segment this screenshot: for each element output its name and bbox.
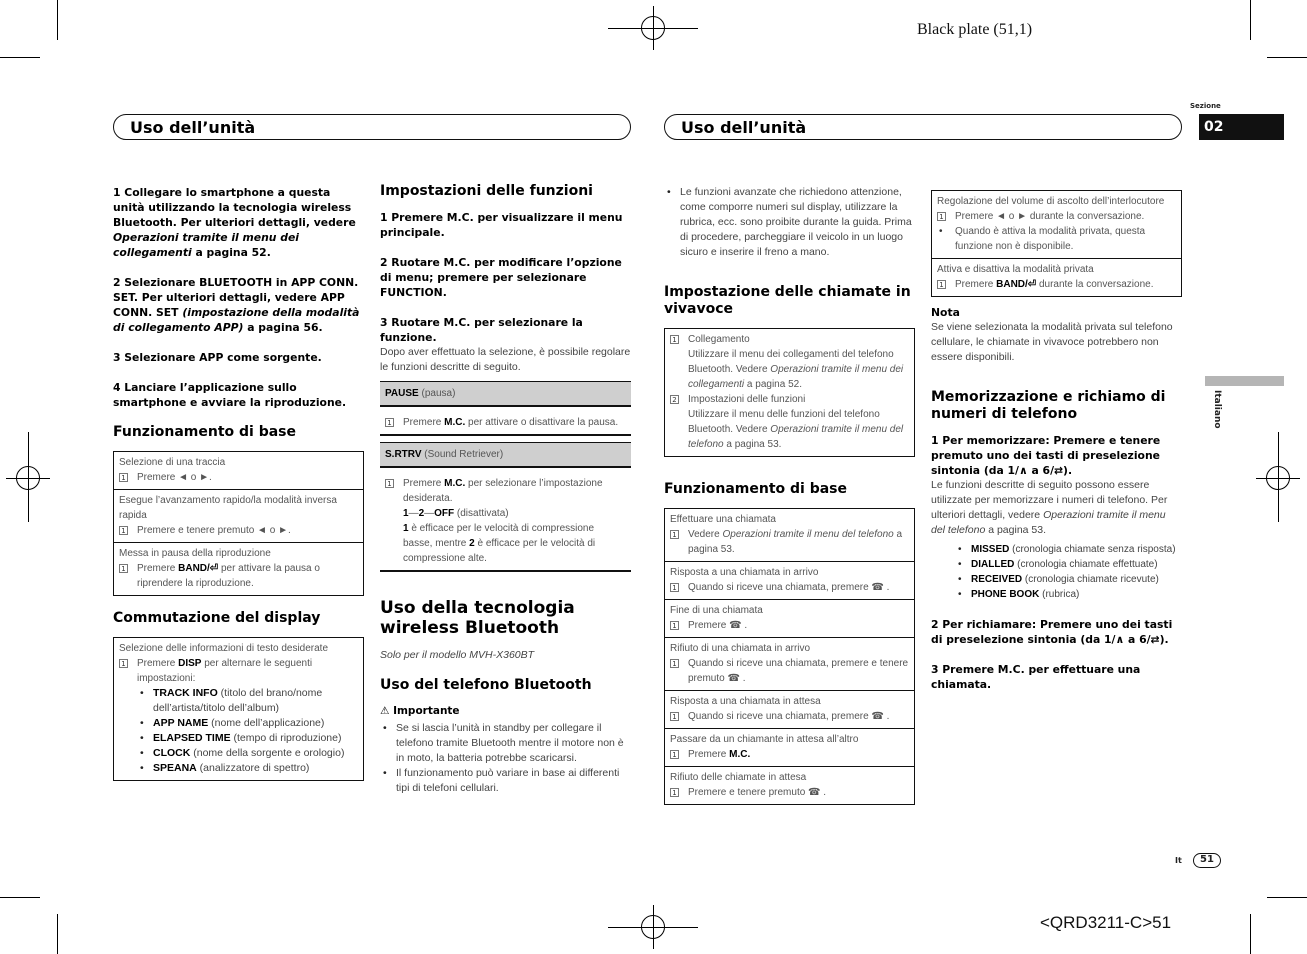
text-run: 1 Premere M.C. per visualizzare il menu principale. <box>380 211 623 239</box>
crop-mark <box>57 914 58 954</box>
text-run: Utilizzare il menu delle funzioni del telefono Bluetooth. Vedere <box>688 409 880 435</box>
step-number-icon: 1 <box>670 621 679 630</box>
section-heading: Memorizzazione e richiamo di numeri di telefono <box>931 389 1166 422</box>
language-code: It <box>1175 856 1182 865</box>
bold-text: S.RTRV <box>385 449 422 460</box>
operation-row <box>665 690 914 728</box>
bold-text: PHONE BOOK <box>971 589 1040 600</box>
operation-title: Selezione delle informazioni di testo desiderate <box>119 643 329 654</box>
bold-text: BAND/⏎ <box>178 563 219 574</box>
text-run: Premere <box>688 749 730 760</box>
step-number-icon: 1 <box>385 479 394 488</box>
crop-mark <box>1267 57 1307 58</box>
text-run: Solo per il modello MVH-X360BT <box>380 649 535 661</box>
text-run: è efficace per le velocità di compressione alte. <box>403 538 596 564</box>
text-run: Premere ◄ o ► durante la conversazione. <box>955 211 1145 222</box>
operation-row <box>665 728 914 766</box>
operation-title: Regolazione del volume di ascolto dell’interlocutore <box>937 196 1165 207</box>
bullet-item <box>955 557 1182 572</box>
text-run: Utilizzare il menu dei collegamenti del telefono Bluetooth. Vedere <box>688 349 894 375</box>
reference-link-text: Operazioni tramite il menu del telefono <box>722 529 894 540</box>
sub-text <box>403 506 626 521</box>
crop-mark <box>0 897 40 898</box>
instruction-item <box>119 523 358 538</box>
function-name-bar <box>380 442 631 468</box>
sub-text <box>403 521 626 566</box>
operation-table <box>931 190 1182 297</box>
text-run: a pagina 52. <box>744 379 802 390</box>
bold-text: M.C. <box>729 749 751 760</box>
step-number-icon: 1 <box>670 659 679 668</box>
text-run: (nome della sorgente e orologio) <box>190 747 345 759</box>
bullet-item <box>380 721 631 766</box>
bold-text: ELAPSED TIME <box>153 732 231 744</box>
bold-text: MISSED <box>971 544 1010 555</box>
text-run: (tempo di riproduzione) <box>230 732 342 744</box>
step-number-icon: 1 <box>670 788 679 797</box>
step-number-icon: 1 <box>937 280 946 289</box>
section-heading: Impostazioni delle funzioni <box>380 183 593 199</box>
text-run: 3 Selezionare APP come sorgente. <box>113 351 322 364</box>
paragraph <box>380 345 631 375</box>
bold-text: DIALLED <box>971 559 1015 570</box>
operation-title: Rifiuto di una chiamata in arrivo <box>670 643 811 654</box>
text-run: (cronologia chiamate ricevute) <box>1022 574 1159 585</box>
column-1 <box>113 185 364 789</box>
operation-title: Fine di una chiamata <box>670 605 763 616</box>
bold-text: BAND/⏎ <box>996 279 1037 290</box>
text-run: (disattivata) <box>454 508 509 519</box>
bullet-item <box>955 542 1182 557</box>
text-run: per selezionare l’impostazione desiderata. <box>403 478 603 504</box>
sub-bullet <box>137 686 358 716</box>
instruction-step <box>380 210 631 240</box>
bullet-item <box>664 185 915 260</box>
operation-title: Messa in pausa della riproduzione <box>119 548 271 559</box>
operation-row <box>932 191 1181 258</box>
text-run: Vedere <box>688 529 723 540</box>
step-number-icon: 1 <box>670 583 679 592</box>
operation-row <box>665 599 914 637</box>
bold-text: PAUSE <box>385 388 419 399</box>
operation-title: Rifiuto delle chiamate in attesa <box>670 772 807 783</box>
instruction-step <box>113 350 364 365</box>
text-run: Il funzionamento può variare in base ai differenti tipi di telefoni cellulari. <box>396 767 620 794</box>
text-run: a pagina 53. <box>985 524 1047 536</box>
operation-title: Attiva e disattiva la modalità privata <box>937 264 1094 275</box>
text-run: Le funzioni avanzate che richiedono attenzione, come comporre numeri sul display, utilizzare la rubrica, ecc. sono proibite durante la guida. Prima di procedere, parcheggiare il veicolo in un luogo sicuro e inserire il freno a mano. <box>680 186 912 258</box>
section-heading: Impostazione delle chiamate in vivavoce <box>664 284 911 317</box>
step-number-icon: 1 <box>670 335 679 344</box>
column-4 <box>931 186 1182 707</box>
crop-mark <box>57 0 58 40</box>
important-icon: ⚠ <box>380 705 394 717</box>
instruction-item <box>385 415 626 430</box>
document-code: <QRD3211-C>51 <box>1040 913 1172 932</box>
column-3 <box>664 185 915 813</box>
sub-bullet <box>137 761 358 776</box>
text-run: durante la conversazione. <box>1036 279 1154 290</box>
operation-row <box>114 638 363 780</box>
instruction-item <box>119 470 358 485</box>
step-number-icon: 2 <box>670 395 679 404</box>
text-run: Le funzioni descritte di seguito possono essere utilizzate per memorizzare i numeri di telefono. Per ulteriori dettagli, vedere <box>931 479 1168 521</box>
operation-table <box>113 637 364 781</box>
text-run: 3 Premere M.C. per effettuare una chiamata. <box>931 663 1141 691</box>
bold-text: M.C. <box>444 478 466 489</box>
sub-bullet <box>137 716 358 731</box>
text-run: Impostazioni delle funzioni <box>688 394 806 405</box>
instruction-item <box>670 618 909 633</box>
instruction-step <box>113 275 364 335</box>
operation-title: Esegue l’avanzamento rapido/la modalità inversa rapida <box>119 495 337 521</box>
text-run: Quando si riceve una chiamata, premere e tenere premuto ☎ . <box>688 658 909 684</box>
text-run: per attivare o disattivare la pausa. <box>465 417 619 428</box>
bold-text: 2 <box>418 508 425 519</box>
bullet-item <box>380 766 631 796</box>
step-number-icon: 1 <box>670 530 679 539</box>
step-number-icon: 1 <box>670 750 679 759</box>
text-run: Premere e tenere premuto ☎ . <box>688 787 827 798</box>
section-heading: Funzionamento di base <box>113 424 297 440</box>
text-run: Premere <box>403 417 445 428</box>
instruction-step <box>931 433 1182 478</box>
instruction-item <box>670 785 909 800</box>
instruction-item <box>670 392 909 452</box>
text-run: Quando si riceve una chiamata, premere ☎ . <box>688 582 890 593</box>
text-run: (cronologia chiamate effettuate) <box>1014 559 1158 570</box>
text-run: a pagina 53. <box>723 439 782 450</box>
text-run: Premere <box>403 478 445 489</box>
text-run: per attivare la pausa o riprendere la riproduzione. <box>137 563 320 589</box>
text-run: (analizzatore di spettro) <box>196 762 310 774</box>
bold-text: APP NAME <box>153 717 209 729</box>
operation-table <box>113 451 364 596</box>
step-number-icon: 1 <box>119 564 128 573</box>
bullet-item <box>955 572 1182 587</box>
text-run: Collegamento <box>688 334 750 345</box>
sub-text <box>688 347 909 392</box>
instruction-item <box>670 656 909 686</box>
text-run: (titolo del brano/nome dell’artista/titolo dell’album) <box>153 687 323 714</box>
bold-text: CLOCK <box>153 747 191 759</box>
section-heading: Commutazione del display <box>113 610 321 626</box>
operation-row <box>665 766 914 804</box>
bold-text: 2 <box>469 538 475 549</box>
instruction-item <box>670 747 909 762</box>
text-run: Se viene selezionata la modalità privata sul telefono cellulare, le chiamate in vivavoce potrebbero non essere disponibili. <box>931 321 1173 363</box>
instruction-item <box>670 709 909 724</box>
text-run: — <box>424 508 435 519</box>
text-run: a pagina 56. <box>243 321 323 334</box>
step-number-icon: 1 <box>385 418 394 427</box>
operation-title: Effettuare una chiamata <box>670 514 776 525</box>
function-description <box>380 407 631 436</box>
text-run: Premere <box>137 658 179 669</box>
left-section-header: Uso dell’unità <box>113 114 631 140</box>
sub-text <box>688 407 909 452</box>
language-tab: Italiano <box>1212 390 1222 429</box>
page-number: 51 <box>1193 853 1221 868</box>
function-description <box>380 468 631 572</box>
language-tab-bar <box>1205 376 1284 386</box>
section-number-tab: 02 <box>1199 114 1284 140</box>
operation-title: Risposta a una chiamata in arrivo <box>670 567 819 578</box>
column-2 <box>380 183 631 796</box>
instruction-step <box>380 255 631 300</box>
operation-row <box>114 489 363 542</box>
instruction-item <box>119 656 358 776</box>
crop-mark <box>1250 914 1251 954</box>
operation-row <box>932 258 1181 296</box>
bold-text: DISP <box>178 658 202 669</box>
step-number-icon: 1 <box>937 212 946 221</box>
text-run: Premere ◄ o ►. <box>137 472 212 483</box>
important-label: Importante <box>393 705 460 717</box>
instruction-item <box>670 332 909 392</box>
text-run: (pausa) <box>418 388 456 399</box>
operation-title: Risposta a una chiamata in attesa <box>670 696 821 707</box>
instruction-item <box>119 561 358 591</box>
text-run: Premere <box>137 563 179 574</box>
text-run: Dopo aver effettuato la selezione, è possibile regolare le funzioni descritte di seguito. <box>380 346 631 373</box>
bold-text: 1 <box>403 508 409 519</box>
step-number-icon: 1 <box>670 712 679 721</box>
operation-table <box>664 328 915 457</box>
paragraph <box>380 648 631 663</box>
operation-table <box>664 508 915 805</box>
reference-link-text: Operazioni tramite il menu dei collegamenti <box>688 364 904 390</box>
section-heading: Uso del telefono Bluetooth <box>380 677 592 693</box>
crop-mark <box>1267 897 1307 898</box>
plate-label: Black plate (51,1) <box>917 21 1033 38</box>
text-run: a pagina 53. <box>688 529 903 555</box>
instruction-step <box>113 185 364 260</box>
operation-row <box>114 542 363 595</box>
instruction-step <box>113 380 364 410</box>
step-number-icon: 1 <box>119 659 128 668</box>
paragraph <box>931 320 1182 365</box>
important-heading <box>380 704 631 719</box>
instruction-item <box>670 580 909 595</box>
note-heading: Nota <box>931 306 960 319</box>
operation-row <box>665 509 914 561</box>
paragraph <box>931 478 1182 538</box>
step-number-icon: 1 <box>119 473 128 482</box>
text-run: 1 Collegare lo smartphone a questa unità utilizzando la tecnologia wireless Bluetooth. Per ulteriori dettagli, vedere <box>113 186 356 229</box>
text-run: — <box>408 508 419 519</box>
text-run: 3 Ruotare M.C. per selezionare la funzione. <box>380 316 583 344</box>
text-run: 2 Ruotare M.C. per modificare l’opzione di menu; premere per selezionare FUNCTION. <box>380 256 622 299</box>
operation-row <box>114 452 363 489</box>
instruction-item <box>937 277 1176 292</box>
chapter-heading: Uso della tecnologia wireless Bluetooth <box>380 598 575 638</box>
text-run: (cronologia chiamate senza risposta) <box>1009 544 1176 555</box>
text-run: 2 Selezionare BLUETOOTH in APP CONN. SET. Per ulteriori dettagli, vedere APP CONN. SET <box>113 276 359 319</box>
bold-text: OFF <box>434 508 455 519</box>
bullet-list <box>664 185 915 260</box>
section-label: Sezione <box>1190 102 1221 110</box>
bold-text: TRACK INFO <box>153 687 218 699</box>
text-run: è efficace per le velocità di compressione basse, mentre <box>403 523 595 549</box>
function-name-bar <box>380 381 631 407</box>
text-run: 2 Per richiamare: Premere uno dei tasti di preselezione sintonia (da 1/∧ a 6/⇄). <box>931 618 1173 646</box>
bullet-item <box>955 587 1182 602</box>
text-run: 4 Lanciare l’applicazione sullo smartphone e avviare la riproduzione. <box>113 381 347 409</box>
operation-row <box>665 329 914 456</box>
bold-text: RECEIVED <box>971 574 1023 585</box>
instruction-step <box>380 315 631 345</box>
text-run: 1 Per memorizzare: Premere e tenere premuto uno dei tasti di preselezione sintonia (da 1/∧ a 6/⇄). <box>931 434 1161 477</box>
instruction-item <box>937 209 1176 224</box>
operation-title: Passare da un chiamante in attesa all’altro <box>670 734 859 745</box>
bold-text: M.C. <box>444 417 466 428</box>
reference-link-text: (impostazione della modalità di collegamento APP) <box>113 306 360 334</box>
text-run: per alternare le seguenti impostazioni: <box>137 658 313 684</box>
instruction-step <box>931 662 1182 692</box>
text-run: Premere <box>955 279 997 290</box>
text-run: Premere ☎ . <box>688 620 748 631</box>
text-run: Premere e tenere premuto ◄ o ►. <box>137 525 291 536</box>
sub-bullet <box>137 731 358 746</box>
instruction-step <box>931 617 1182 647</box>
operation-row <box>665 637 914 690</box>
bold-text: 1 <box>403 523 409 534</box>
text-run: Se si lascia l’unità in standby per collegare il telefono tramite Bluetooth mentre il motore non è in moto, la batteria potrebbe scaricarsi. <box>396 722 624 764</box>
text-run: Quando si riceve una chiamata, premere ☎ . <box>688 711 890 722</box>
operation-title: Selezione di una traccia <box>119 457 226 468</box>
text-run: (Sound Retriever) <box>421 449 504 460</box>
reference-link-text: Operazioni tramite il menu del telefono <box>931 509 1166 536</box>
crop-mark <box>0 57 40 58</box>
section-heading: Funzionamento di base <box>664 481 848 497</box>
text-run: (nome dell’applicazione) <box>208 717 325 729</box>
bullet-list <box>380 721 631 796</box>
step-number-icon: 1 <box>119 526 128 535</box>
text-run: Quando è attiva la modalità privata, questa funzione non è disponibile. <box>955 226 1146 252</box>
sub-bullet <box>137 746 358 761</box>
instruction-item <box>385 476 626 566</box>
instruction-item <box>937 224 1176 254</box>
crop-mark <box>1250 0 1251 40</box>
bullet-list <box>931 542 1182 602</box>
text-run: (rubrica) <box>1039 589 1080 600</box>
instruction-item <box>670 527 909 557</box>
text-run: a pagina 52. <box>191 246 271 259</box>
bold-text: SPEANA <box>153 762 197 774</box>
operation-row <box>665 561 914 599</box>
reference-link-text: Operazioni tramite il menu dei collegamenti <box>113 231 299 259</box>
reference-link-text: Operazioni tramite il menu del telefono <box>688 424 904 450</box>
right-section-header: Uso dell’unità <box>664 114 1182 140</box>
